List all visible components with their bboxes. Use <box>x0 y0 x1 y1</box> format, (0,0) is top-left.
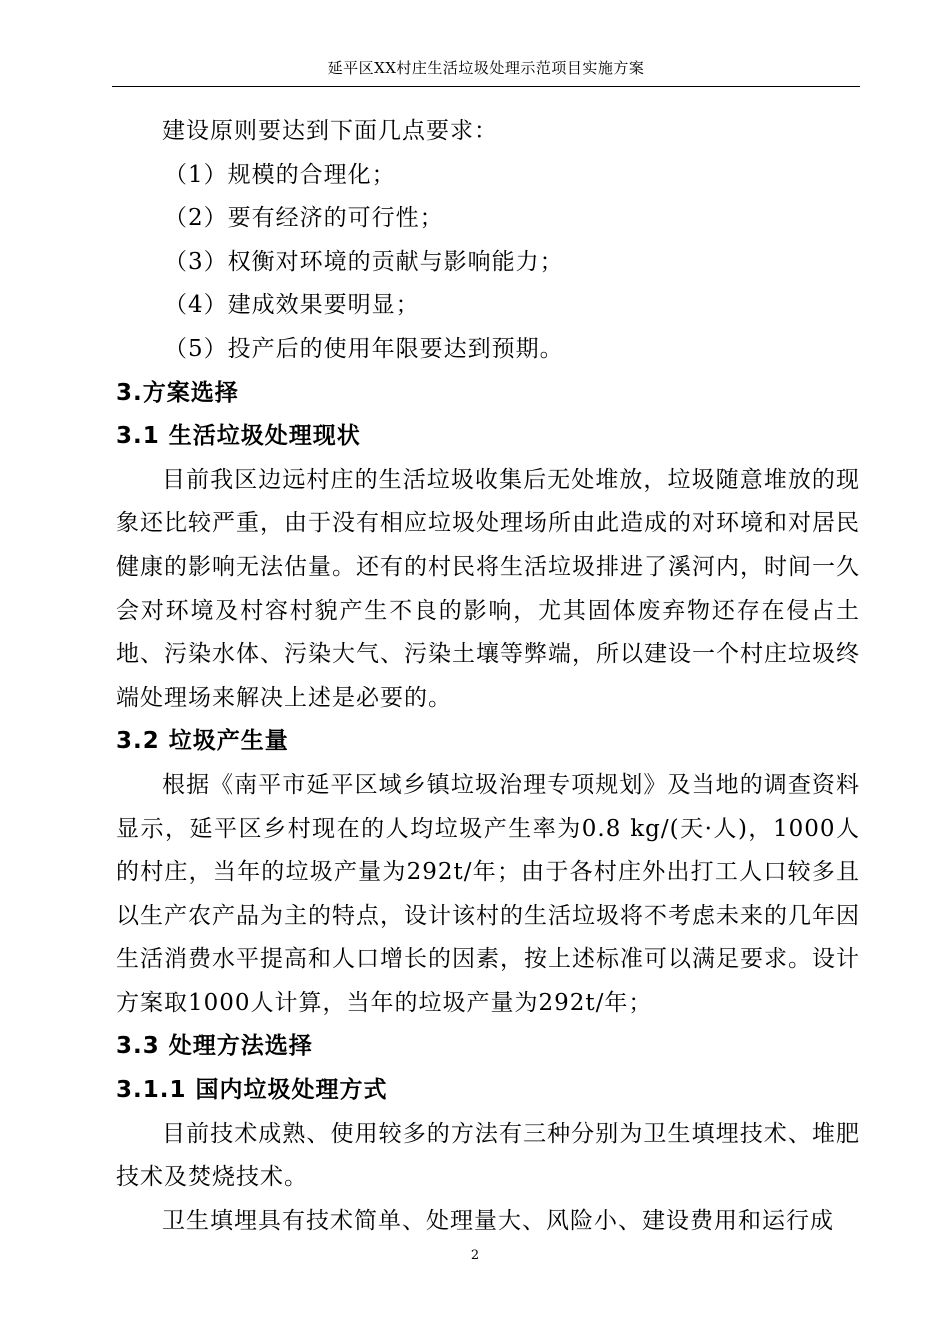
section-3-1-paragraph: 目前我区边远村庄的生活垃圾收集后无处堆放，垃圾随意堆放的现象还比较严重，由于没有相应垃圾处理场所由此造成的对环境和对居民健康的影响无法估量。还有的村民将生活垃圾排进了溪河内，时间一久会对环境及村容村貌产生不良的影响，尤其固体废弃物还存在侵占土地、污染水体、污染大气、污染土壤等弊端，所以建设一个村庄垃圾终端处理场来解决上述是必要的。 <box>116 466 860 711</box>
requirement-item-2: （2）要有经济的可行性； <box>164 205 444 232</box>
section-3-1-1-paragraph-1: 目前技术成熟、使用较多的方法有三种分别为卫生填埋技术、堆肥技术及焚烧技术。 <box>116 1120 860 1191</box>
section-3-3-heading: 3.3 处理方法选择 <box>116 1033 313 1060</box>
page-content <box>116 110 860 1243</box>
requirement-item-3: （3）权衡对环境的贡献与影响能力； <box>164 248 564 275</box>
section-3-1-1-paragraph-2: 卫生填埋具有技术简单、处理量大、风险小、建设费用和运行成 <box>162 1207 834 1234</box>
requirement-item-1: （1）规模的合理化； <box>164 161 396 188</box>
page-number: 2 <box>470 1248 480 1263</box>
requirement-item-5: （5）投产后的使用年限要达到预期。 <box>164 335 564 362</box>
section-3-2-paragraph: 根据《南平市延平区域乡镇垃圾治理专项规划》及当地的调查资料显示，延平区乡村现在的人均垃圾产生率为0.8 kg/(天·人)，1000人的村庄，当年的垃圾产量为292t/年；由于各村庄外出打工人口较多且以生产农产品为主的特点，设计该村的生活垃圾将不考虑未来的几年因生活消费水平提高和人口增长的因素，按上述标准可以满足要求。设计方案取1000人计算，当年的垃圾产量为292t/年； <box>116 771 860 1016</box>
section-3-heading: 3.方案选择 <box>116 379 239 406</box>
section-3-1-heading: 3.1 生活垃圾处理现状 <box>116 423 361 450</box>
header-rule <box>112 86 860 87</box>
requirement-item-4: （4）建成效果要明显； <box>164 292 420 319</box>
principles-intro: 建设原则要达到下面几点要求： <box>162 118 498 144</box>
section-3-1-1-heading: 3.1.1 国内垃圾处理方式 <box>116 1077 388 1104</box>
running-header: 延平区XX村庄生活垃圾处理示范项目实施方案 <box>327 59 645 77</box>
section-3-2-heading: 3.2 垃圾产生量 <box>116 728 289 755</box>
